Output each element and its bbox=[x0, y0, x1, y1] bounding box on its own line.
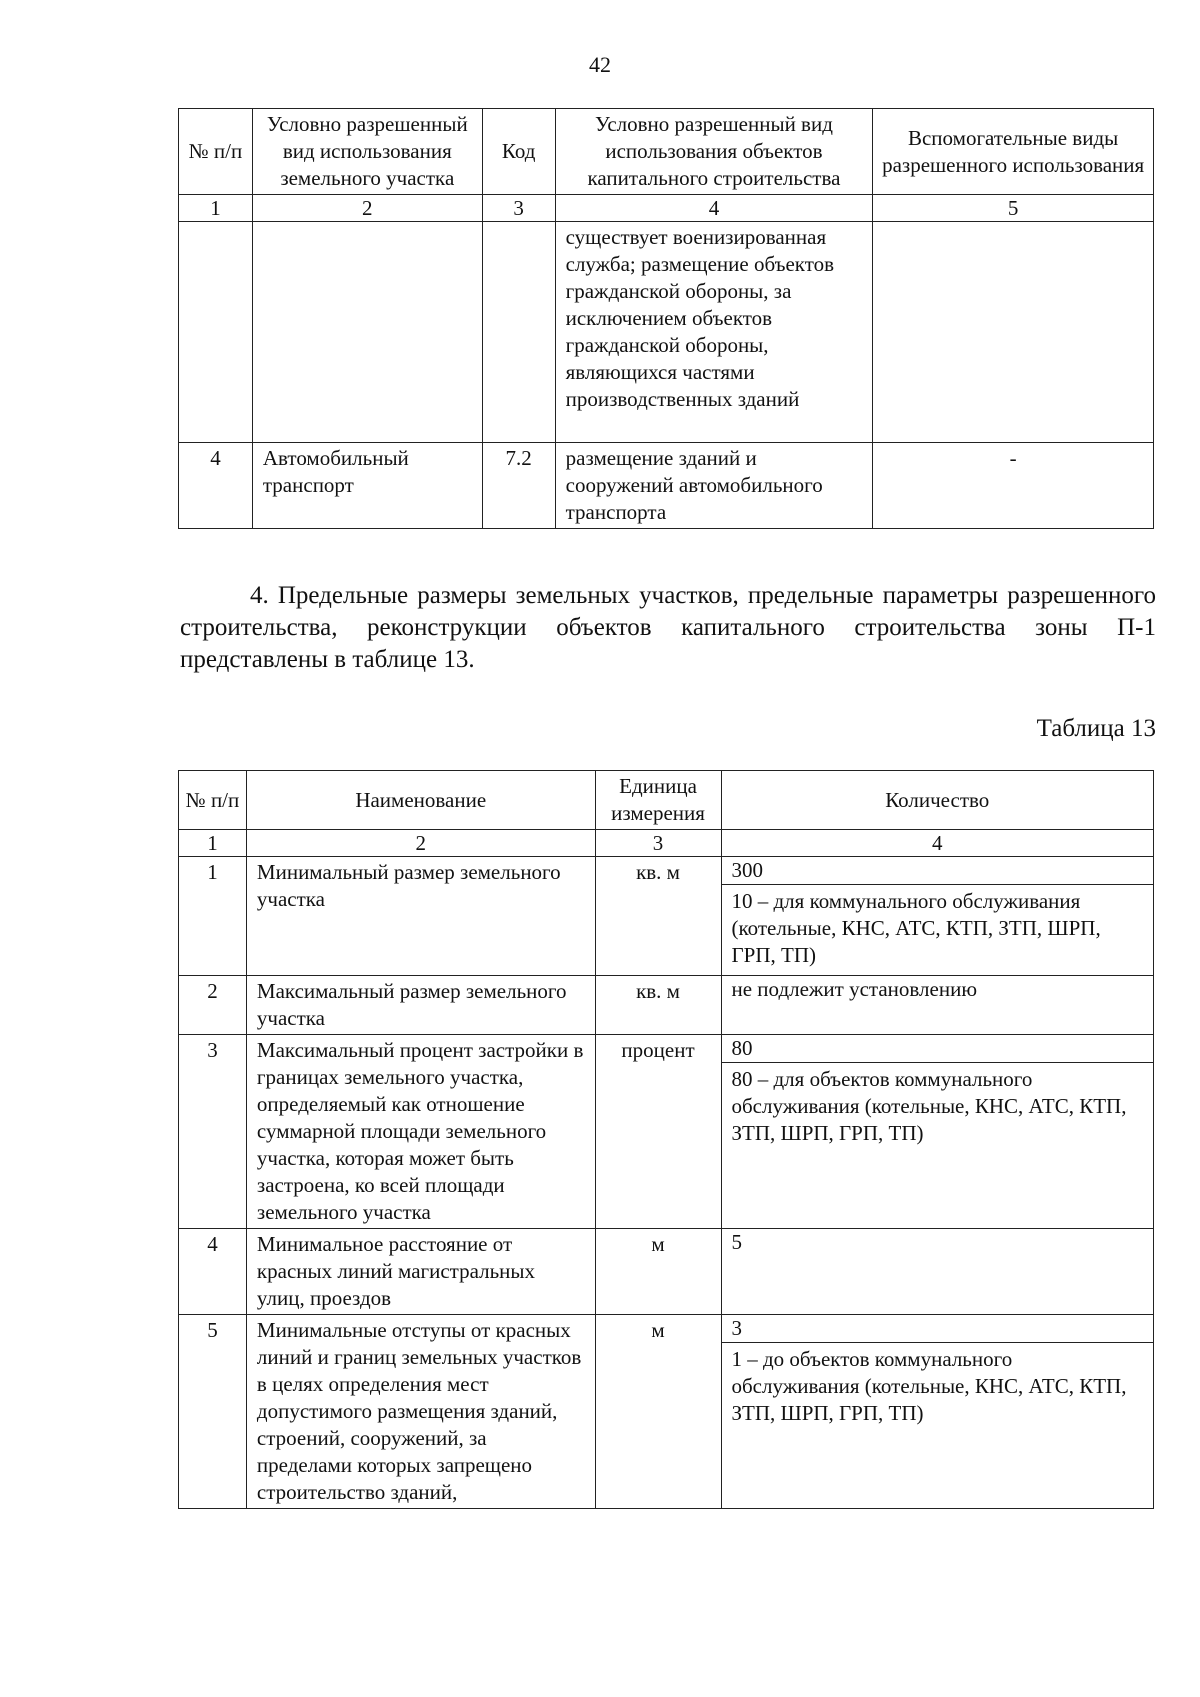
col-number: 4 bbox=[555, 195, 873, 222]
quantity-value: 5 bbox=[731, 1230, 742, 1254]
quantity-value: 3 bbox=[722, 1315, 1154, 1343]
table-caption: Таблица 13 bbox=[1036, 715, 1156, 742]
paragraph-text: 4. Предельные размеры земельных участков, предельные параметры разрешенного строительства, реконструкции объектов капитального строительства зоны П-1 представлены в таблице 13. bbox=[180, 582, 1156, 673]
table-row bbox=[179, 1229, 1154, 1315]
col-number: 1 bbox=[179, 195, 253, 222]
page-number: 42 bbox=[589, 52, 611, 77]
table-row bbox=[179, 1035, 1154, 1229]
col-number: 3 bbox=[595, 830, 721, 857]
header-unit: Единица измерения bbox=[595, 771, 721, 830]
header-code: Код bbox=[482, 109, 555, 195]
col-number: 2 bbox=[252, 195, 482, 222]
row-quantity bbox=[721, 976, 1154, 1035]
row-description: существует военизированная служба; размещение объектов гражданской обороны, за исключением объектов гражданской обороны, являющихся частями производственных зданий bbox=[555, 222, 873, 443]
table-row bbox=[179, 976, 1154, 1035]
col-number: 4 bbox=[721, 830, 1154, 857]
row-name: Минимальное расстояние от красных линий магистральных улиц, проездов bbox=[246, 1229, 595, 1315]
column-number-row bbox=[179, 830, 1154, 857]
row-unit: кв. м bbox=[595, 857, 721, 976]
row-auxiliary: - bbox=[873, 443, 1154, 529]
header-quantity: Количество bbox=[721, 771, 1154, 830]
row-number: 1 bbox=[179, 857, 247, 976]
quantity-note: 10 – для коммунального обслуживания (котельные, КНС, АТС, КТП, ЗТП, ШРП, ГРП, ТП) bbox=[731, 889, 1101, 967]
col-number: 3 bbox=[482, 195, 555, 222]
row-number: 3 bbox=[179, 1035, 247, 1229]
header-number: № п/п bbox=[179, 109, 253, 195]
col-number: 5 bbox=[873, 195, 1154, 222]
column-number-row bbox=[179, 195, 1154, 222]
row-unit: м bbox=[595, 1229, 721, 1315]
section-paragraph bbox=[180, 580, 1156, 676]
header-construction-use: Условно разрешенный вид использования объектов капитального строительства bbox=[555, 109, 873, 195]
limits-table bbox=[178, 770, 1154, 1509]
row-name: Максимальный размер земельного участка bbox=[246, 976, 595, 1035]
col-number: 2 bbox=[246, 830, 595, 857]
row-unit: процент bbox=[595, 1035, 721, 1229]
quantity-note: 1 – до объектов коммунального обслуживания (котельные, КНС, АТС, КТП, ЗТП, ШРП, ГРП, ТП) bbox=[731, 1347, 1127, 1425]
header-number: № п/п bbox=[179, 771, 247, 830]
quantity-note: 80 – для объектов коммунального обслуживания (котельные, КНС, АТС, КТП, ЗТП, ШРП, ГРП, ТП) bbox=[731, 1067, 1127, 1145]
header-land-use: Условно разрешенный вид использования земельного участка bbox=[252, 109, 482, 195]
quantity-value: 300 bbox=[722, 857, 1154, 885]
table-row bbox=[179, 857, 1154, 976]
header-auxiliary-use: Вспомогательные виды разрешенного использования bbox=[873, 109, 1154, 195]
row-number: 4 bbox=[179, 443, 253, 529]
row-unit: кв. м bbox=[595, 976, 721, 1035]
row-quantity bbox=[721, 857, 1154, 976]
row-name: Минимальные отступы от красных линий и границ земельных участков в целях определения мест допустимого размещения зданий, строений, сооружений, за пределами которых запрещено строительство зданий, bbox=[246, 1315, 595, 1509]
row-number: 5 bbox=[179, 1315, 247, 1509]
quantity-value: 80 bbox=[722, 1035, 1154, 1063]
row-land-use: Автомобильный транспорт bbox=[252, 443, 482, 529]
table-row bbox=[179, 222, 1154, 443]
row-name: Максимальный процент застройки в границах земельного участка, определяемый как отношение суммарной площади земельного участка, которая может быть застроена, ко всей площади земельного участка bbox=[246, 1035, 595, 1229]
row-code: 7.2 bbox=[482, 443, 555, 529]
row-number bbox=[179, 222, 253, 443]
row-description: размещение зданий и сооружений автомобильного транспорта bbox=[555, 443, 873, 529]
permitted-use-table bbox=[178, 108, 1154, 529]
row-unit: м bbox=[595, 1315, 721, 1509]
row-code bbox=[482, 222, 555, 443]
row-name: Минимальный размер земельного участка bbox=[246, 857, 595, 976]
col-number: 1 bbox=[179, 830, 247, 857]
table-row bbox=[179, 1315, 1154, 1509]
table-header-row bbox=[179, 109, 1154, 195]
header-name: Наименование bbox=[246, 771, 595, 830]
row-quantity bbox=[721, 1035, 1154, 1229]
row-quantity bbox=[721, 1315, 1154, 1509]
row-number: 4 bbox=[179, 1229, 247, 1315]
row-quantity bbox=[721, 1229, 1154, 1315]
row-number: 2 bbox=[179, 976, 247, 1035]
table-header-row bbox=[179, 771, 1154, 830]
row-land-use bbox=[252, 222, 482, 443]
table-row bbox=[179, 443, 1154, 529]
quantity-value: не подлежит установлению bbox=[731, 977, 978, 1001]
row-auxiliary bbox=[873, 222, 1154, 443]
